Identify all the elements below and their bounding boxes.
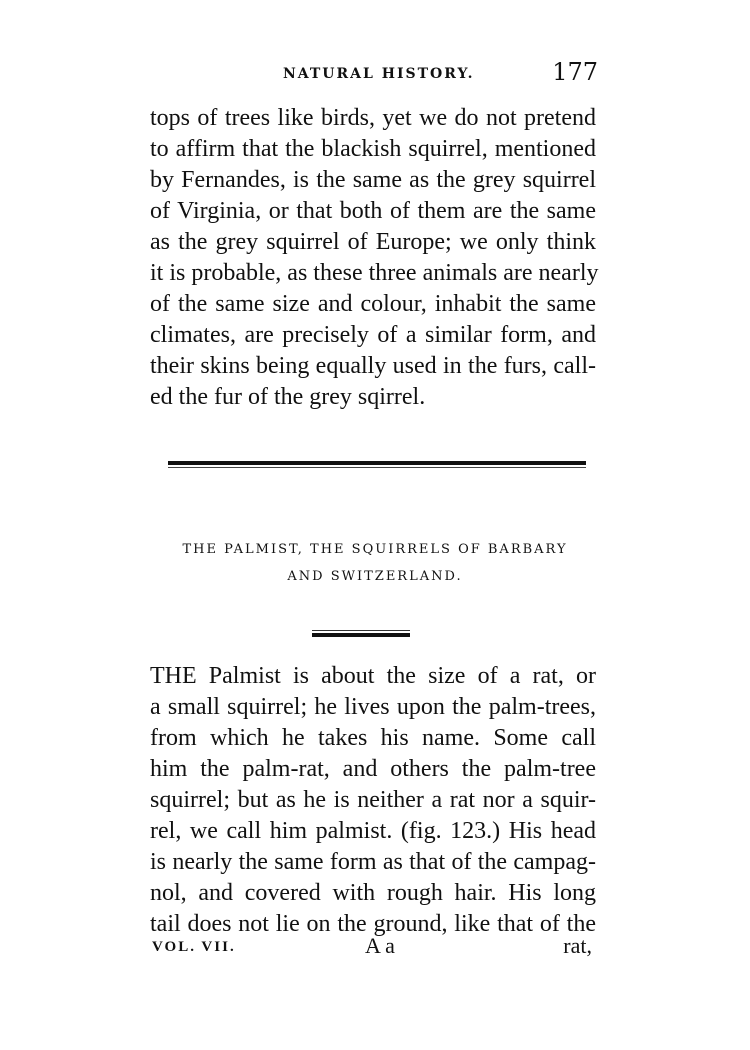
- paragraph-continued: [150, 103, 599, 413]
- text-line: it is probable, as these three animals are nearly: [150, 260, 599, 286]
- running-title: NATURAL HISTORY.: [283, 66, 475, 82]
- text-line: tops of trees like birds, yet we do not pretend: [150, 105, 596, 131]
- section-heading: [130, 536, 620, 590]
- text-line: tail does not lie on the ground, like that of the: [150, 911, 596, 937]
- volume-mark: VOL. VII.: [152, 939, 236, 955]
- section-heading-line: AND SWITZERLAND.: [287, 569, 463, 584]
- text-line: from which he takes his name. Some call: [150, 725, 596, 751]
- text-line: by Fernandes, is the same as the grey squirrel: [150, 167, 596, 193]
- page-number: 177: [552, 58, 598, 86]
- text-line: squirrel; but as he is neither a rat nor a squir-: [150, 787, 596, 813]
- catchword: rat,: [563, 933, 592, 958]
- text-line: climates, are precisely of a similar form, and: [150, 322, 596, 348]
- text-line: THE Palmist is about the size of a rat, or: [150, 663, 596, 689]
- section-heading-line: THE PALMIST, THE SQUIRRELS OF BARBARY: [182, 542, 568, 557]
- page-header: [283, 58, 598, 92]
- heading-underline-rule: [312, 630, 410, 637]
- text-line: their skins being equally used in the furs, call-: [150, 353, 596, 379]
- text-line: rel, we call him palmist. (fig. 123.) His head: [150, 818, 596, 844]
- page-footer: [152, 933, 592, 963]
- text-line: of Virginia, or that both of them are the same: [150, 198, 596, 224]
- text-line: is nearly the same form as that of the campag-: [150, 849, 596, 875]
- text-line: a small squirrel; he lives upon the palm-trees,: [150, 694, 596, 720]
- text-line: nol, and covered with rough hair. His long: [150, 880, 596, 906]
- signature-mark: A a: [365, 933, 395, 958]
- section-divider-rule: [168, 461, 586, 468]
- text-line: of the same size and colour, inhabit the same: [150, 291, 596, 317]
- text-line: as the grey squirrel of Europe; we only think: [150, 229, 596, 255]
- text-line: ed the fur of the grey sqirrel.: [150, 384, 426, 410]
- text-line: him the palm-rat, and others the palm-tree: [150, 756, 596, 782]
- text-line: to affirm that the blackish squirrel, mentioned: [150, 136, 596, 162]
- paragraph-palmist: [150, 661, 596, 940]
